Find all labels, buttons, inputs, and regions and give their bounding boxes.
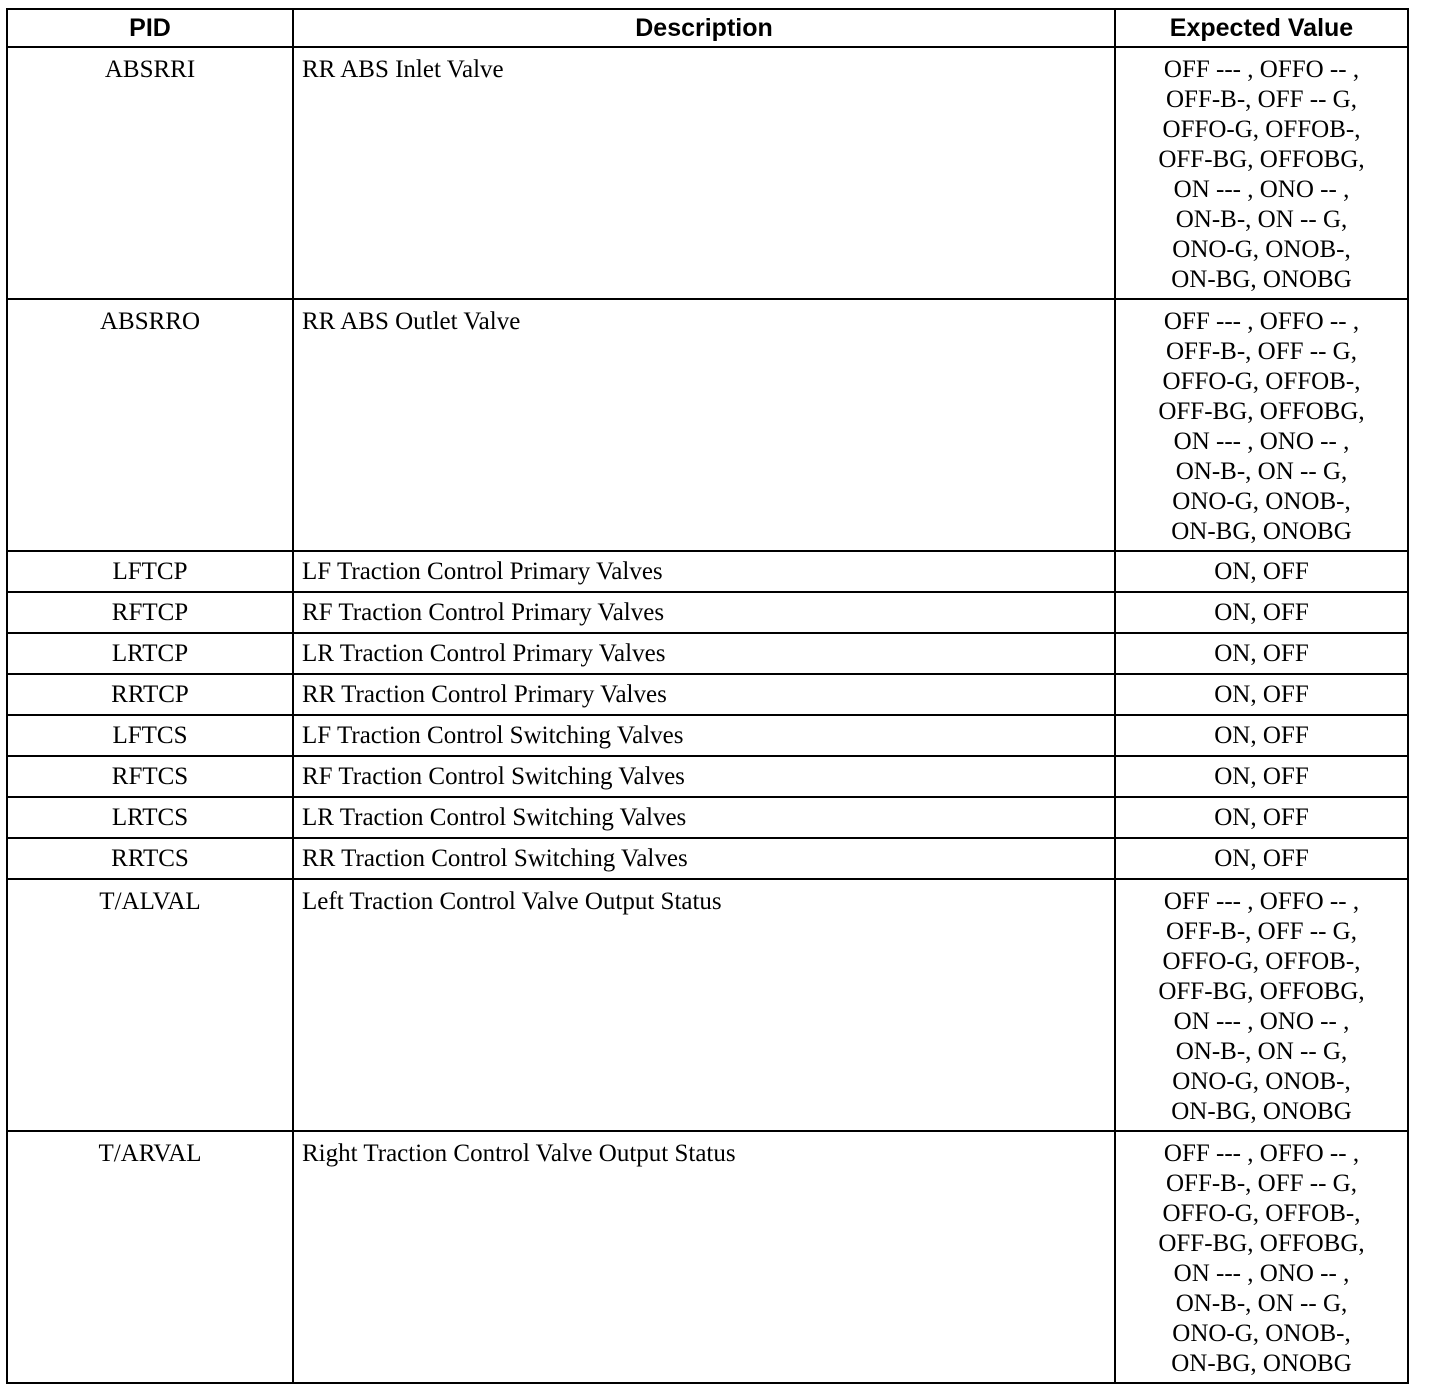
description-cell: LF Traction Control Primary Valves [293,551,1115,592]
expected-value-cell: OFF --- , OFFO -- , OFF-B-, OFF -- G, OFFO-G, OFFOB-, OFF-BG, OFFOBG, ON --- , ONO -- , ON-B-, ON -- G, ONO-G, ONOB-, ON-BG, ONOBG [1115,879,1408,1131]
table-row [7,797,1408,838]
description-cell: RR Traction Control Switching Valves [293,838,1115,879]
description-cell: LR Traction Control Primary Valves [293,633,1115,674]
table-row [7,592,1408,633]
description-cell: RR ABS Outlet Valve [293,299,1115,551]
table-row [7,674,1408,715]
expected-value-cell: OFF --- , OFFO -- , OFF-B-, OFF -- G, OFFO-G, OFFOB-, OFF-BG, OFFOBG, ON --- , ONO -- , ON-B-, ON -- G, ONO-G, ONOB-, ON-BG, ONOBG [1115,1131,1408,1383]
description-cell: RR Traction Control Primary Valves [293,674,1115,715]
header-row [7,9,1408,47]
pid-cell: ABSRRI [7,47,293,299]
pid-cell: LRTCP [7,633,293,674]
table-row [7,1131,1408,1383]
pid-cell: T/ARVAL [7,1131,293,1383]
expected-value-cell: ON, OFF [1115,715,1408,756]
table-row [7,47,1408,299]
description-column-header: Description [293,9,1115,47]
description-cell: RF Traction Control Primary Valves [293,592,1115,633]
pid-cell: RFTCP [7,592,293,633]
expected-value-cell: OFF --- , OFFO -- , OFF-B-, OFF -- G, OFFO-G, OFFOB-, OFF-BG, OFFOBG, ON --- , ONO -- , ON-B-, ON -- G, ONO-G, ONOB-, ON-BG, ONOBG [1115,299,1408,551]
expected-value-column-header: Expected Value [1115,9,1408,47]
pid-cell: ABSRRO [7,299,293,551]
table-row [7,551,1408,592]
pid-cell: T/ALVAL [7,879,293,1131]
pid-cell: LRTCS [7,797,293,838]
expected-value-cell: ON, OFF [1115,838,1408,879]
pid-table [6,8,1409,1384]
pid-column-header: PID [7,9,293,47]
table-row [7,756,1408,797]
expected-value-cell: ON, OFF [1115,674,1408,715]
pid-cell: LFTCS [7,715,293,756]
expected-value-cell: ON, OFF [1115,797,1408,838]
table-row [7,838,1408,879]
pid-cell: LFTCP [7,551,293,592]
pid-cell: RRTCS [7,838,293,879]
description-cell: Left Traction Control Valve Output Status [293,879,1115,1131]
description-cell: LF Traction Control Switching Valves [293,715,1115,756]
table-row [7,299,1408,551]
expected-value-cell: ON, OFF [1115,633,1408,674]
description-cell: Right Traction Control Valve Output Status [293,1131,1115,1383]
table-row [7,879,1408,1131]
pid-cell: RRTCP [7,674,293,715]
description-cell: RF Traction Control Switching Valves [293,756,1115,797]
table-row [7,715,1408,756]
table-row [7,633,1408,674]
expected-value-cell: ON, OFF [1115,756,1408,797]
expected-value-cell: ON, OFF [1115,592,1408,633]
expected-value-cell: ON, OFF [1115,551,1408,592]
description-cell: LR Traction Control Switching Valves [293,797,1115,838]
expected-value-cell: OFF --- , OFFO -- , OFF-B-, OFF -- G, OFFO-G, OFFOB-, OFF-BG, OFFOBG, ON --- , ONO -- , ON-B-, ON -- G, ONO-G, ONOB-, ON-BG, ONOBG [1115,47,1408,299]
description-cell: RR ABS Inlet Valve [293,47,1115,299]
pid-cell: RFTCS [7,756,293,797]
